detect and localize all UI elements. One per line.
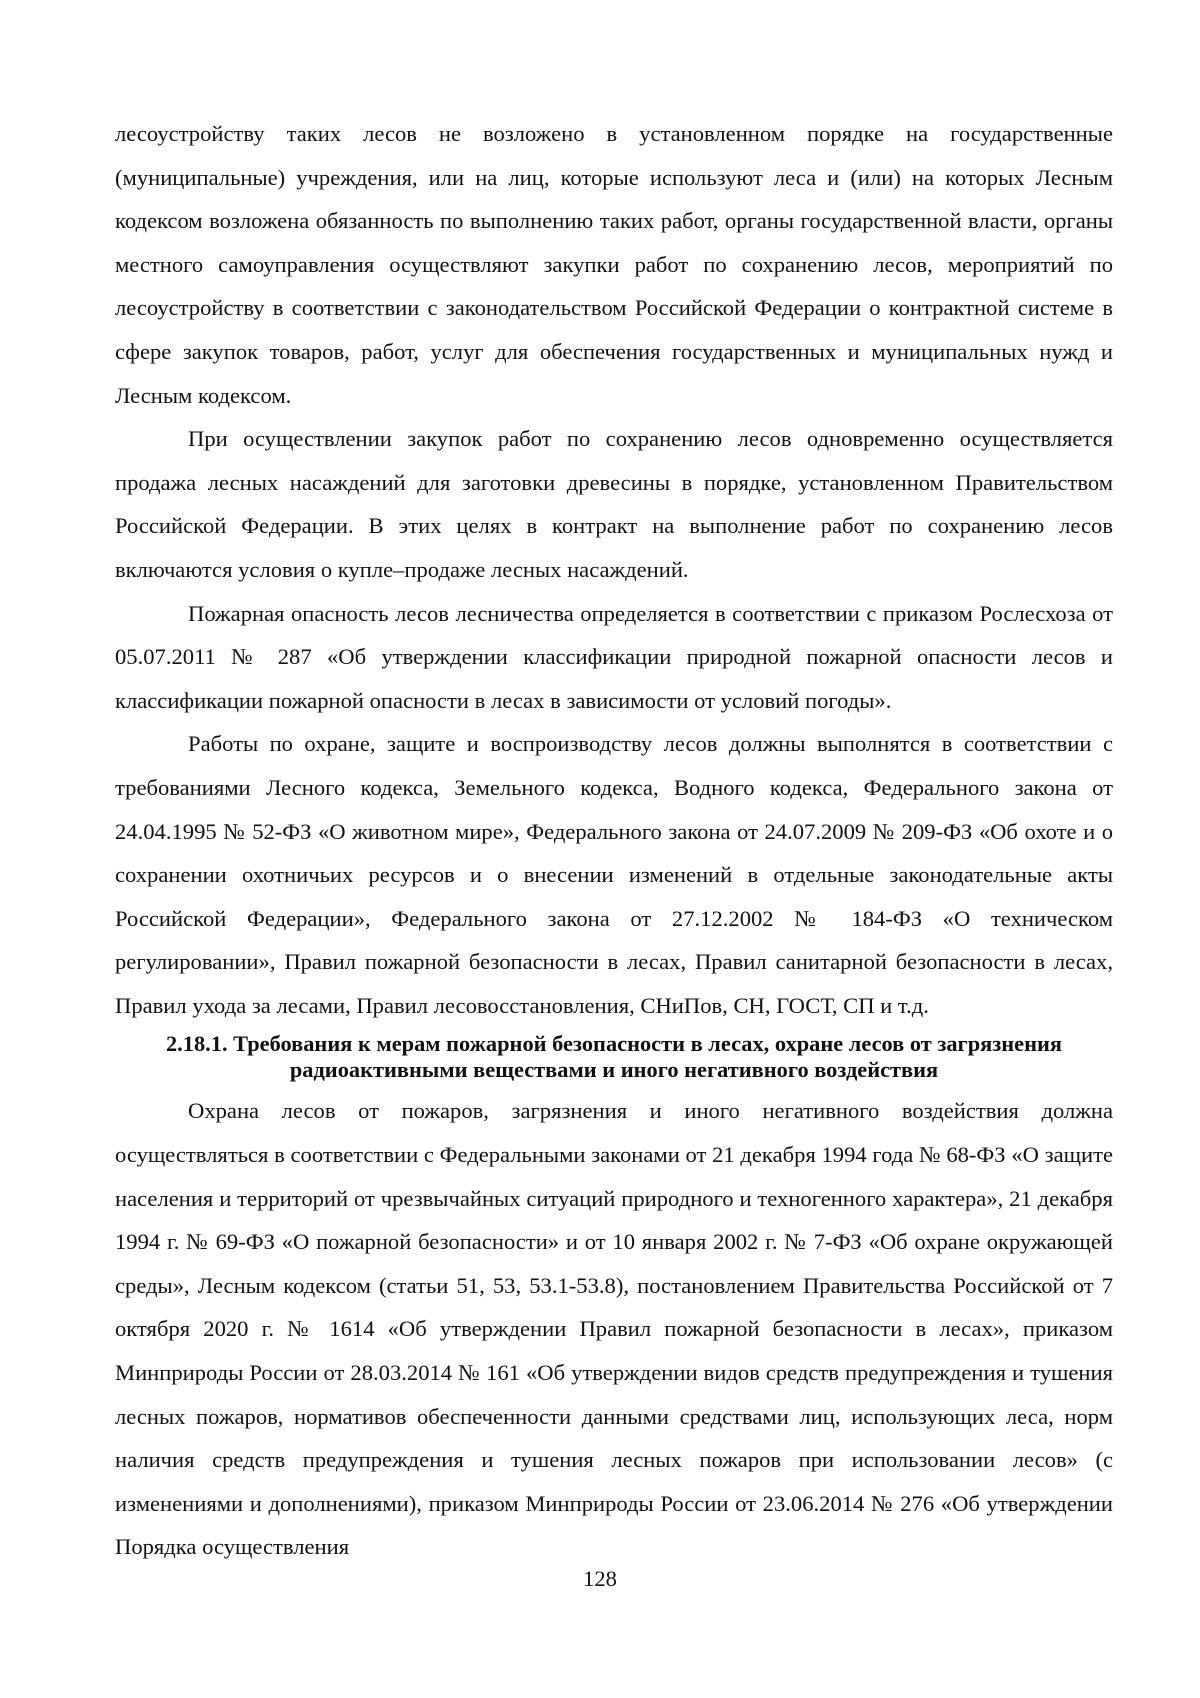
section-heading-line-2: радиоактивными веществами и иного негативного воздействия: [289, 1057, 939, 1083]
section-heading-line-1: 2.18.1. Требования к мерам пожарной безопасности в лесах, охране лесов от загрязнения: [165, 1031, 1063, 1057]
section-heading: [115, 1031, 1113, 1089]
paragraph-continuation: лесоустройству таких лесов не возложено в установленном порядке на государственные (муниципальные) учреждения, или на лиц, которые используют леса и (или) на которых Лесным кодексом возложена обязанность по выполнению таких работ, органы государственной власти, органы местного самоуправления осуществляют закупки работ по сохранению лесов, мероприятий по лесоустройству в соответствии с законодательством Российской Федерации о контрактной системе в сфере закупок товаров, работ, услуг для обеспечения государственных и муниципальных нужд и Лесным кодексом.: [115, 121, 1113, 408]
paragraph-fire-safety-requirements: Охрана лесов от пожаров, загрязнения и иного негативного воздействия должна осуществляться в соответствии с Федеральными законами от 21 декабря 1994 года № 68-ФЗ «О защите населения и территорий от чрезвычайных ситуаций природного и техногенного характера», 21 декабря 1994 г. № 69-ФЗ «О пожарной безопасности» и от 10 января 2002 г. № 7-ФЗ «Об охране окружающей среды», Лесным кодексом (статьи 51, 53, 53.1-53.8), постановлением Правительства Российской от 7 октября 2020 г. № 1614 «Об утверждении Правил пожарной безопасности в лесах», приказом Минприроды России от 28.03.2014 № 161 «Об утверждении видов средств предупреждения и тушения лесных пожаров, нормативов обеспеченности данными средствами лиц, использующих леса, норм наличия средств предупреждения и тушения лесных пожаров при использовании лесов» (с изменениями и дополнениями), приказом Минприроды России от 23.06.2014 № 276 «Об утверждении Порядка осуществления: [115, 1098, 1113, 1560]
paragraph-forest-procurement: При осуществлении закупок работ по сохранению лесов одновременно осуществляется продажа лесных насаждений для заготовки древесины в порядке, установленном Правительством Российской Федерации. В этих целях в контракт на выполнение работ по сохранению лесов включаются условия о купле–продаже лесных насаждений.: [115, 426, 1113, 582]
paragraph-forest-protection-works: Работы по охране, защите и воспроизводству лесов должны выполнятся в соответствии с требованиями Лесного кодекса, Земельного кодекса, Водного кодекса, Федерального закона от 24.04.1995 № 52-ФЗ «О животном мире», Федерального закона от 24.07.2009 № 209-ФЗ «Об охоте и о сохранении охотничьих ресурсов и о внесении изменений в отдельные законодательные акты Российской Федерации», Федерального закона от 27.12.2002 № 184-ФЗ «О техническом регулировании», Правил пожарной безопасности в лесах, Правил санитарной безопасности в лесах, Правил ухода за лесами, Правил лесовосстановления, СНиПов, СН, ГОСТ, СП и т.д.: [115, 731, 1113, 1018]
document-page: [115, 112, 1113, 1569]
page-number: 128: [583, 1566, 617, 1591]
paragraph-fire-hazard: Пожарная опасность лесов лесничества определяется в соответствии с приказом Рослесхоза от 05.07.2011 № 287 «Об утверждении классификации природной пожарной опасности лесов и классификации пожарной опасности в лесах в зависимости от условий погоды».: [115, 600, 1113, 713]
